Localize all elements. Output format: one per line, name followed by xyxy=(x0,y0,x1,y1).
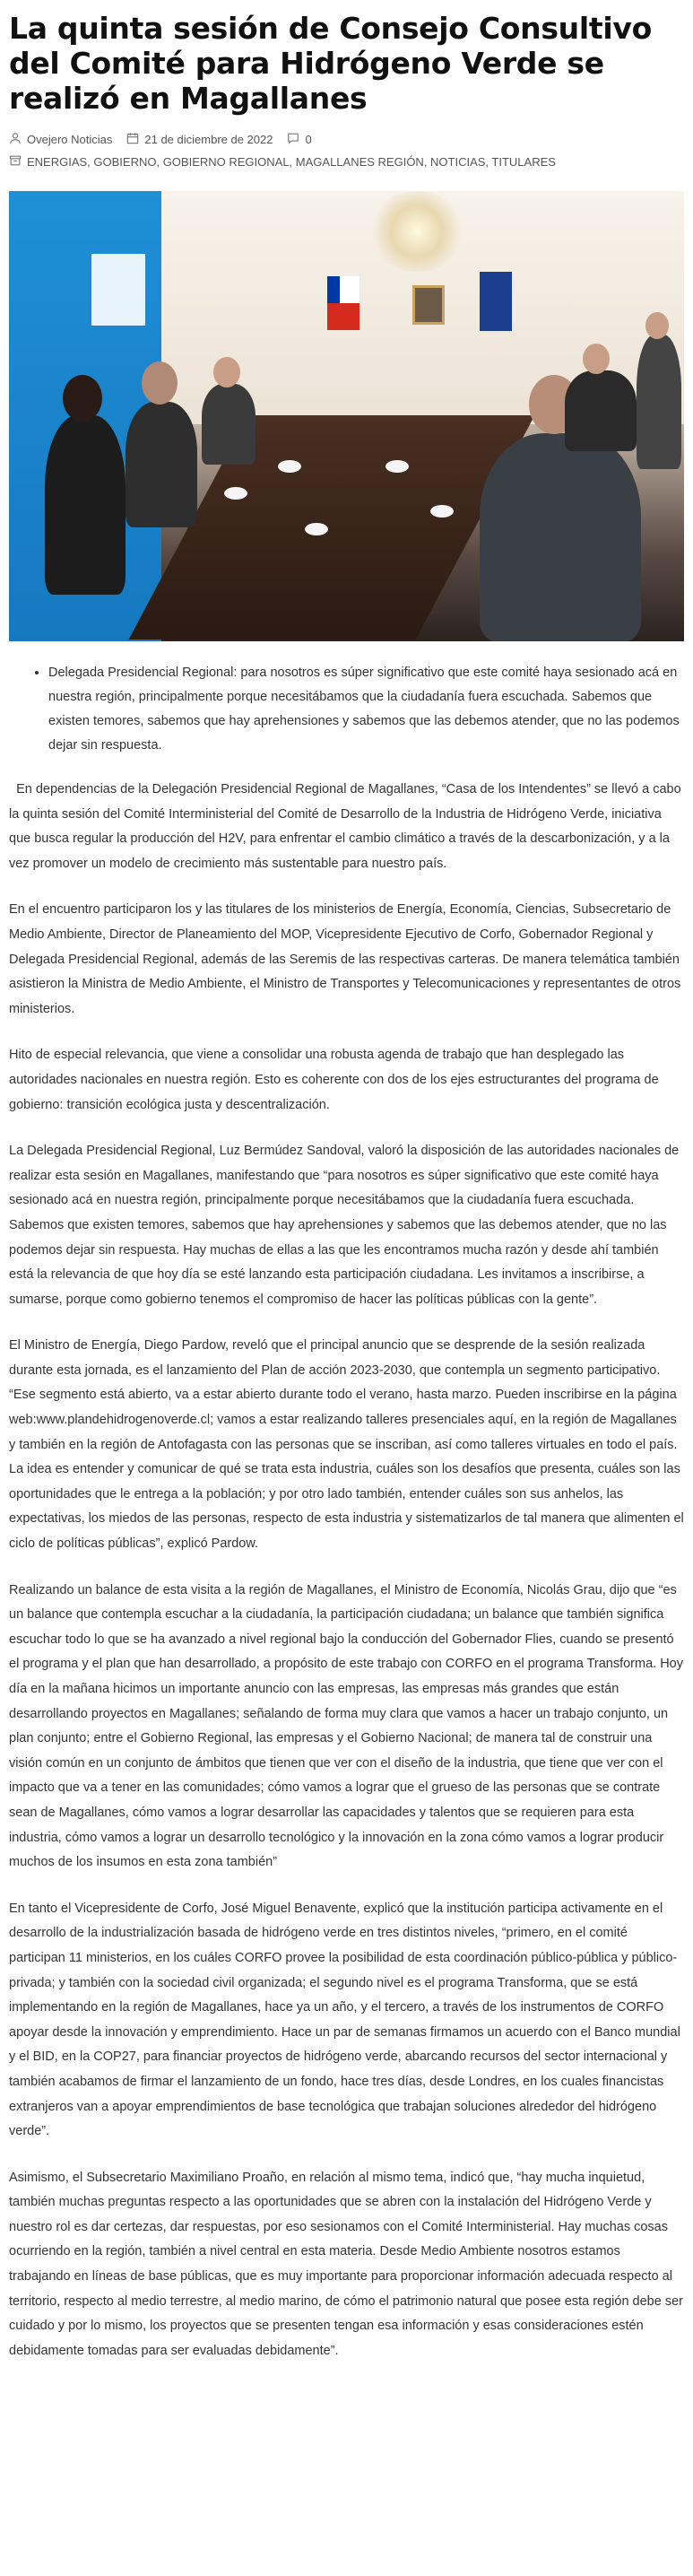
post-meta xyxy=(9,132,684,147)
categories-links[interactable]: ENERGIAS, GOBIERNO, GOBIERNO REGIONAL, MAGALLANES REGIÓN, NOTICIAS, TITULARES xyxy=(27,155,556,169)
comments-link[interactable]: 0 xyxy=(305,133,312,146)
paragraph: Realizando un balance de esta visita a la región de Magallanes, el Ministro de Economía, Nicolás Grau, dijo que “es un balance que contempla escuchar a la ciudadanía, la participación ciudadana; un balance que también significa escuchar todo lo que se ha avanzado a nivel regional bajo la conducción del Gobernador Flies, cuando se presentó el programa y el plan que han desarrollado, a propósito de este trabajo con CORFO en el programa Transforma. Hoy día en la mañana hicimos un importante anuncio con las empresas, las empresas más grandes que están desarrollando proyectos en Magallanes; señalando de forma muy clara que vamos a hacer un trabajo conjunto, un plan conjunto; entre el Gobierno Regional, las empresas y el Gobierno Nacional; de manera tal de construir una visión común en un conjunto de ámbitos que tienen que ver con el diseño de la industria, que tiene que ver con el impacto que va a tener en las comunidades; cómo vamos a lograr que el grueso de las personas que se contrate sean de Magallanes, cómo vamos a lograr desarrollar las capacidades y talentos que se requieren para esta industria, cómo vamos a lograr un desarrollo tecnológico y la innovación en la zona cómo vamos a lograr producir muchos de los insumos en esta zona también” xyxy=(9,1582,683,1870)
author-meta xyxy=(9,132,112,147)
comment-icon xyxy=(287,132,299,147)
comments-meta xyxy=(287,132,311,147)
categories-meta xyxy=(9,154,684,170)
featured-image xyxy=(9,191,684,641)
paragraph: Hito de especial relevancia, que viene a consolidar una robusta agenda de trabajo que han desplegado las autoridades nacionales en nuestra región. Esto es coherente con dos de los ejes estructurantes del programa de gobierno: transición ecológica justa y descentralización. xyxy=(9,1048,659,1112)
article-title: La quinta sesión de Consejo Consultivo del Comité para Hidrógeno Verde se realizó en Magallanes xyxy=(9,11,652,116)
user-icon xyxy=(9,132,22,147)
calendar-icon xyxy=(126,132,139,147)
paragraph: En el encuentro participaron los y las titulares de los ministerios de Energía, Economía, Ciencias, Subsecretario de Medio Ambiente, Director de Planeamiento del MOP, Vicepresidente Ejecutivo de Corfo, Gobernador Regional y Delegada Presidencial Regional, además de las Seremis de las respectivas carteras. De manera telemática también asistieron la Ministra de Medio Ambiente, el Ministro de Transportes y Telecomunicaciones y representantes de otros ministerios. xyxy=(9,902,681,1016)
highlight-item: • Delegada Presidencial Regional: para nosotros es súper significativo que este comité haya sesionado acá en nuestra región, principalmente porque necesitábamos que la ciudadanía fuera escuchada. Sabemos que existen temores, sabemos que hay aprehensiones y sabemos que las debemos atender, que no las podemos dejar sin respuesta. xyxy=(48,661,684,758)
paragraph: La Delegada Presidencial Regional, Luz Bermúdez Sandoval, valoró la disposición de las autoridades nacionales de realizar esta sesión en Magallanes, manifestando que “para nosotros es súper significativo que este comité haya sesionado acá en nuestra región, principalmente porque necesitábamos que la ciudadanía fuera escuchada. Sabemos que existen temores, sabemos que hay aprehensiones y sabemos que las debemos atender, que no las podemos dejar sin respuesta. Hay muchas de ellas a las que les encontramos mucha razón y desde ahí también está la relevancia de que hoy día se esté lanzando esta participación ciudadana. Les invitamos a inscribirse, a sumarse, porque como gobierno tenemos el compromiso de hacer las políticas públicas con la gente”. xyxy=(9,1144,680,1307)
paragraph: En dependencias de la Delegación Presidencial Regional de Magallanes, “Casa de los Intendentes” se llevó a cabo la quinta sesión del Comité Interministerial del Comité de Desarrollo de la Industria de Hidrógeno Verde, iniciativa que busca regular la producción del H2V, para enfrentar el cambio climático a través de la descarbonización, y a la vez promover un modelo de crecimiento más sustentable para nuestro país. xyxy=(9,782,685,871)
paragraph: Asimismo, el Subsecretario Maximiliano Proaño, en relación al mismo tema, indicó que, “hay mucha inquietud, también muchas preguntas respecto a las oportunidades que se abren con la instalación del Hidrógeno Verde y nuestro rol es dar certezas, dar respuestas, por eso sesionamos con el Comité Interministerial. Hay muchas cosas ocurriendo en la región, también a nivel central en esta materia. Desde Medio Ambiente nosotros estamos trabajando en líneas de base públicas, que es muy importante para proporcionar información adecuada respecto al territorio, respecto al medio terrestre, al medio marino, de cómo el patrimonio natural que posee esta región debe ser cuidado y por lo mismo, los proyectos que se presenten tengan esa información y esas consideraciones estén debidamente tomadas para ser evaluadas debidamente”. xyxy=(9,2170,683,2358)
author-link[interactable]: Ovejero Noticias xyxy=(27,133,113,146)
highlights-list xyxy=(9,661,684,758)
paragraph: En tanto el Vicepresidente de Corfo, José Miguel Benavente, explicó que la institución participa activamente en el desarrollo de la industrialización basada de hidrógeno verde en tres distintos niveles, “primero, en el comité participan 11 ministerios, en los cuáles CORFO provee la posibilidad de esta coordinación público-pública y público-privada; y también con la sociedad civil organizada; el segundo nivel es el programa Transforma, que se está implementando en la región de Magallanes, hace ya un año, y el tercero, a través de los instrumentos de CORFO apoyar desde la innovación y emprendimiento. Hace un par de semanas firmamos un acuerdo con el Banco mundial y el BID, en la COP27, para financiar proyectos de hidrógeno verde, abarcando recursos del sector internacional y también acabamos de firmar el lanzamiento de un fondo, hace tres días, desde Londres, en los cuales financistas extranjeros van a apoyar emprendimientos de base tecnológica que trabajan soluciones alrededor del hidrógeno verde”. xyxy=(9,1901,680,2139)
date-meta xyxy=(126,132,273,147)
folder-icon xyxy=(9,154,22,170)
date-link[interactable]: 21 de diciembre de 2022 xyxy=(144,133,273,146)
paragraph: El Ministro de Energía, Diego Pardow, reveló que el principal anuncio que se desprende de la sesión realizada durante esta jornada, es el lanzamiento del Plan de acción 2023-2030, que contempla un segmento participativo. “Ese segmento está abierto, va a estar abierto durante todo el verano, hasta marzo. Pueden inscribirse en la página web:www.plandehidrogenoverde.cl; vamos a estar realizando talleres presenciales aquí, en la región de Magallanes y también en la región de Antofagasta con las personas que se inscriban, así como talleres virtuales en todo el país. La idea es entender y comunicar de qué se trata esta industria, cuáles son los desafíos que presenta, cuáles son las oportunidades que le entrega a la población; y por otro lado también, entender cuáles son sus anhelos, las expectativas, los miedos de las personas, respecto de esta industria y sistematizarlos de tal manera que alimenten el ciclo de políticas públicas”, explicó Pardow. xyxy=(9,1338,684,1552)
